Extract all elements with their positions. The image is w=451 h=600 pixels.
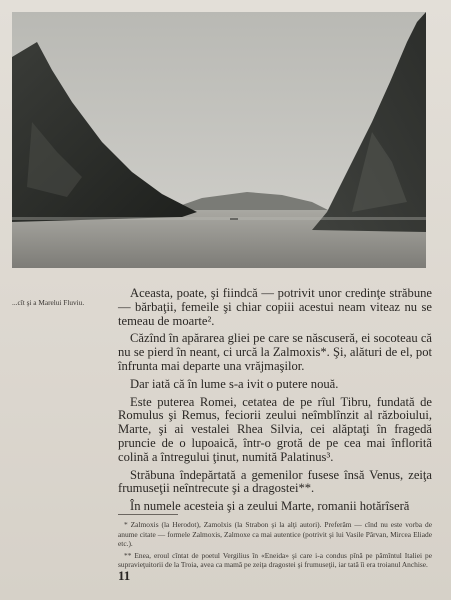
water-reflection: [12, 217, 426, 220]
footnote-separator: [118, 514, 178, 515]
footnote: ** Enea, eroul cîntat de poetul Vergilius în «Eneida» şi care i-a condus pînă pe pămîntul Italiei pe supravieţuitorii de la Troia, avea ca mamă pe zeiţa dragostei şi frumuseţii, iar tată îi era troianul Anchise.: [118, 550, 432, 570]
paragraph: Dar iată că în lume s-a ivit o putere nouă.: [130, 376, 339, 391]
paragraph: În numele acesteia şi a zeului Marte, romanii hotărîseră: [130, 499, 410, 514]
page-number: 11: [118, 568, 131, 583]
gorge-photograph: [12, 12, 426, 268]
body-text: [118, 287, 432, 514]
paragraph: Căzînd în apărarea gliei pe care se născuseră, ei socoteau că nu se pierd în neant, ci urcă la Zalmoxis*. Şi, alături de el, pot înfrunta mai departe una vrăjmaşilor.: [118, 331, 432, 373]
paragraph: Este puterea Romei, cetatea de pe rîul Tibru, fundată de Romulus şi Remus, feciorii zeului neîmblînzit al războiului, Marte, şi ai vestalei Rhea Silvia, cei alăptaţi în fragedă pruncie de o lupoaică, într-o grotă de pe cea mai înfloritã colină a întregului ţinut, numită Palatinus³.: [118, 394, 432, 464]
paragraph: Străbuna îndepărtată a gemenilor fusese însă Venus, zeiţa frumuseţii neîntrecute şi a dragostei**.: [118, 467, 432, 496]
footnotes: [118, 520, 432, 570]
paragraph: Aceasta, poate, şi fiindcă — potrivit unor credinţe străbune — bărbaţii, femeile şi chiar copiii acestui neam viteaz nu se temeau de moarte².: [118, 286, 432, 328]
photo-caption: ...cît şi a Marelui Fluviu.: [12, 298, 85, 307]
gorge-image: [12, 12, 426, 268]
footnote: * Zalmoxis (la Herodot), Zamolxis (la Strabon şi la alţi autori). Preferăm — cînd nu este vorba de anume citate — formele Zalmoxis, Zalmoxe ca mai autentice (potrivit şi lui Vasile Pârvan, Mircea Eliade etc.).: [118, 520, 432, 549]
